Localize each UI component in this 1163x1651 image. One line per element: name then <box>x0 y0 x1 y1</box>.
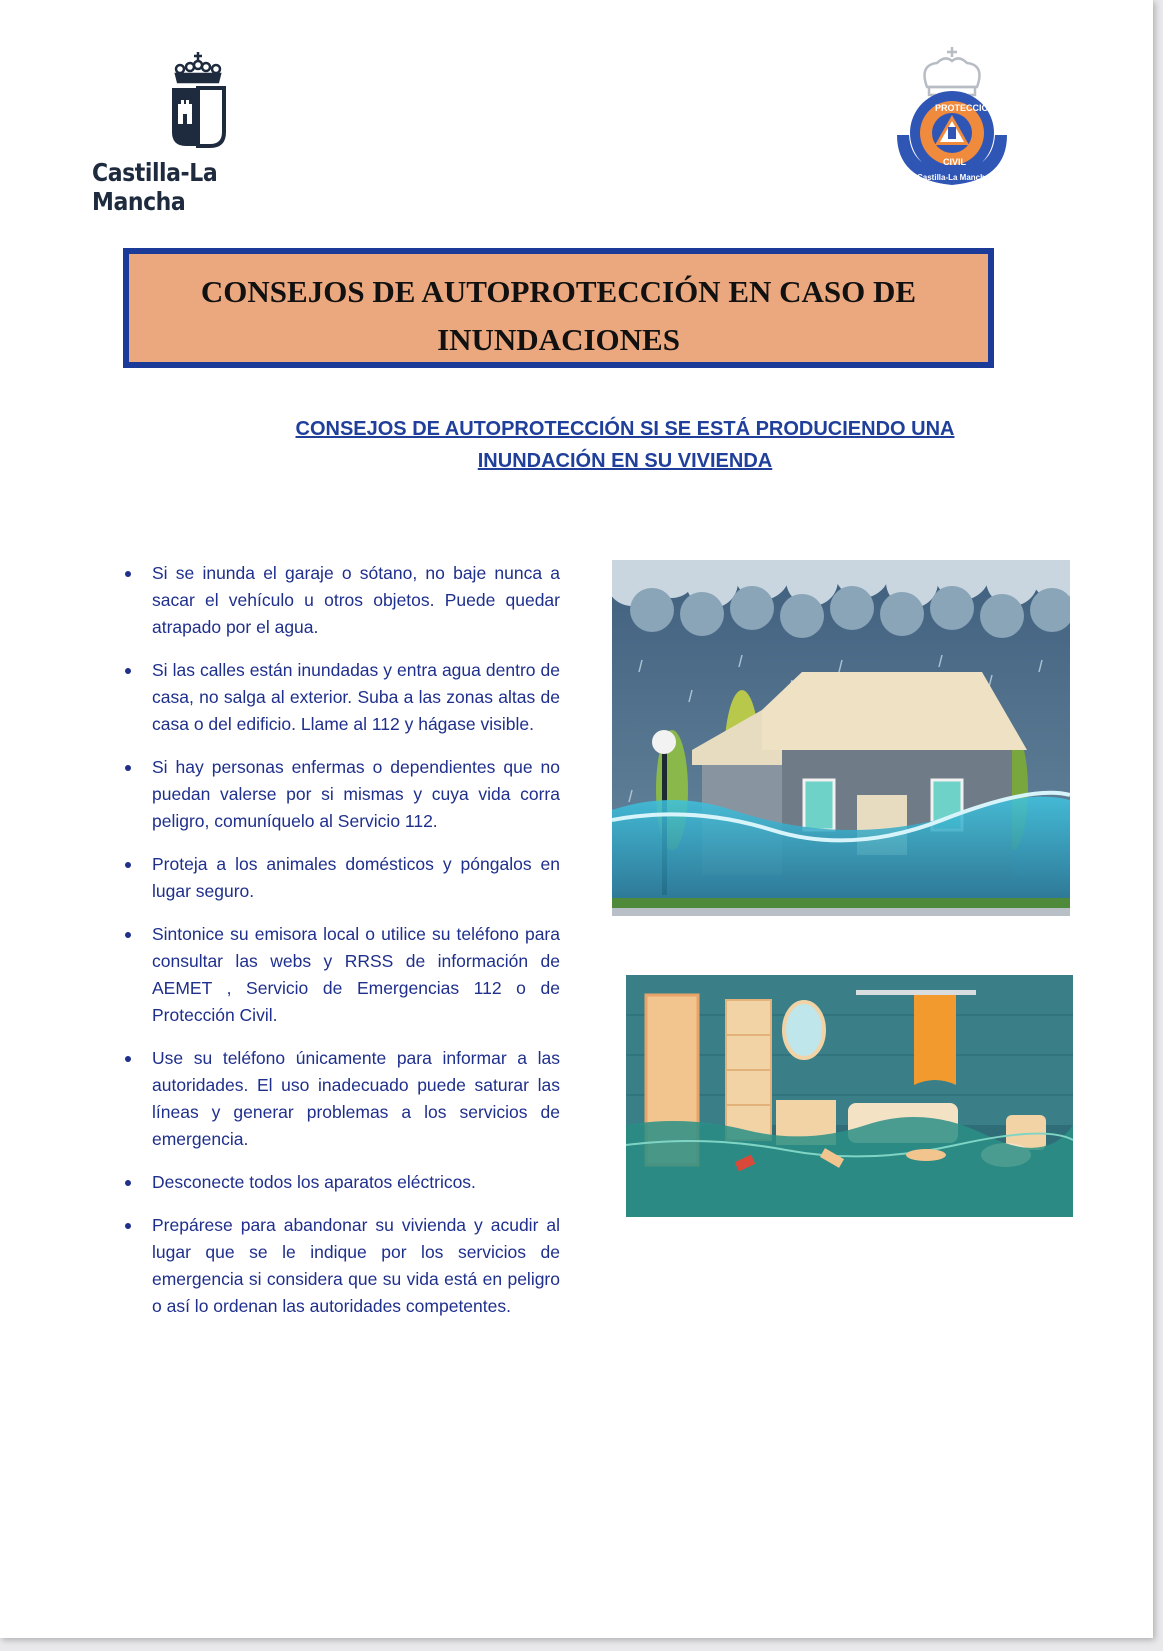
crown-icon <box>176 52 220 82</box>
seal-bottom-text: Castilla-La Mancha <box>917 173 990 182</box>
castilla-la-mancha-logo <box>92 50 312 216</box>
list-item: Sintonice su emisora local o utilice su teléfono para consultar las webs y RRSS de información de AEMET , Servicio de Emergencias 112 o de Protección Civil. <box>120 921 560 1029</box>
list-item: Proteja a los animales domésticos y póngalos en lugar seguro. <box>120 851 560 905</box>
flooded-house-illustration <box>612 560 1070 916</box>
list-item: Desconecte todos los aparatos eléctricos. <box>120 1169 560 1196</box>
seal-top-text: PROTECCIÓN <box>935 103 996 113</box>
left-logo-text: Castilla-La Mancha <box>92 158 218 216</box>
page-title: CONSEJOS DE AUTOPROTECCIÓN EN CASO DE INUNDACIONES <box>200 274 917 357</box>
castle-shield-icon <box>168 50 228 150</box>
seal-mid-text: CIVIL <box>943 157 967 167</box>
title-box <box>123 248 994 368</box>
list-item: Use su teléfono únicamente para informar a las autoridades. El uso inadecuado puede saturar las líneas y generar problemas a los servicios de emergencia. <box>120 1045 560 1153</box>
list-item: Si se inunda el garaje o sótano, no baje nunca a sacar el vehículo u otros objetos. Puede quedar atrapado por el agua. <box>120 560 560 641</box>
list-item: Si hay personas enfermas o dependientes que no puedan valerse por si mismas y cuya vida corra peligro, comuníquelo al Servicio 112. <box>120 754 560 835</box>
civil-protection-seal-icon <box>895 45 1020 195</box>
section-subtitle: CONSEJOS DE AUTOPROTECCIÓN SI SE ESTÁ PRODUCIENDO UNA INUNDACIÓN EN SU VIVIENDA <box>295 418 955 472</box>
flooded-bathroom-illustration <box>626 975 1073 1217</box>
tips-list <box>120 560 560 1336</box>
list-item: Prepárese para abandonar su vivienda y acudir al lugar que se le indique por los servicios de emergencia si considera que su vida está en peligro o así lo ordenan las autoridades competentes. <box>120 1212 560 1320</box>
list-item: Si las calles están inundadas y entra agua dentro de casa, no salga al exterior. Suba a las zonas altas de casa o del edificio. Llame al 112 y hágase visible. <box>120 657 560 738</box>
